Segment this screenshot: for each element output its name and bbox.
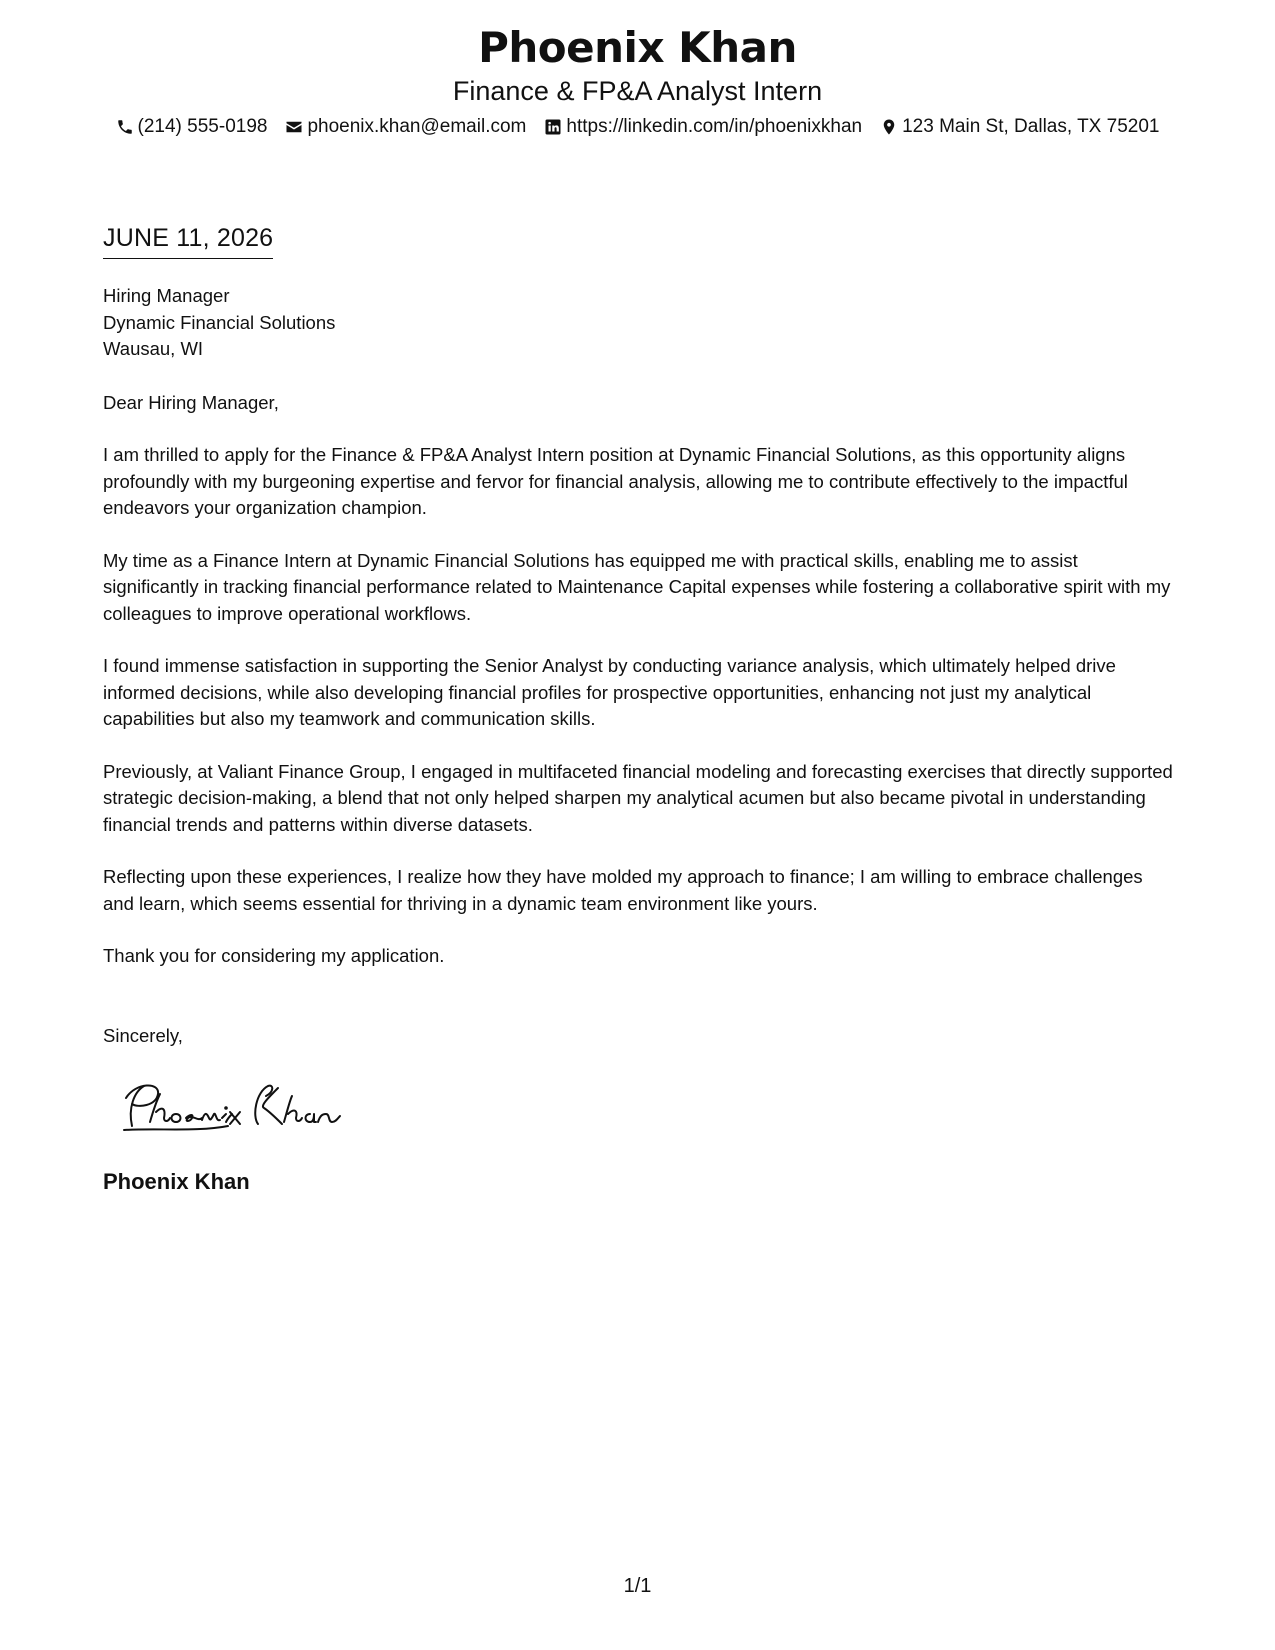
recipient-block (103, 283, 1178, 363)
contact-bar (0, 115, 1275, 139)
recipient-location: Wausau, WI (103, 338, 204, 359)
page-number: 1/1 (623, 1575, 652, 1597)
contact-linkedin[interactable] (544, 115, 862, 139)
letter-body (103, 283, 1178, 1049)
salutation: Dear Hiring Manager, (103, 391, 279, 413)
applicant-role: Finance & FP&A Analyst Intern (452, 76, 823, 106)
paragraph-intro: I am thrilled to apply for the Finance & FP&A Analyst Intern position at Dynamic Financial Solutions, as this opportunity aligns profoundly with my burgeoning expertise and fervor for financial analysis, allowing me to contribute effectively to the impactful endeavors your organization champion. (103, 444, 1128, 518)
letter-date: JUNE 11, 2026 (103, 222, 273, 259)
paragraph-thanks: Thank you for considering my application. (103, 945, 445, 966)
contact-email[interactable] (285, 115, 526, 139)
paragraph-reflection: Reflecting upon these experiences, I realize how they have molded my approach to finance; I am willing to embrace challenges and learn, which seems essential for thriving in a dynamic team environment like yours. (103, 866, 1143, 914)
recipient-title: Hiring Manager (103, 285, 230, 306)
contact-address-text: 123 Main St, Dallas, TX 75201 (902, 116, 1160, 137)
paragraph-analysis: I found immense satisfaction in supporting the Senior Analyst by conducting variance analysis, which ultimately helped drive informed decisions, while also developing financial profiles for prospective opportunities, enhancing not just my analytical capabilities but also my teamwork and communication skills. (103, 655, 1116, 729)
contact-phone-text: (214) 555-0198 (137, 116, 268, 137)
contact-email-text: phoenix.khan@email.com (307, 116, 527, 137)
applicant-name: Phoenix Khan (478, 23, 797, 72)
contact-phone[interactable] (116, 115, 268, 139)
envelope-icon (285, 118, 303, 136)
signature-drawing (118, 1078, 348, 1138)
paragraph-experience: My time as a Finance Intern at Dynamic Financial Solutions has equipped me with practical skills, enabling me to assist significantly in tracking financial performance related to Maintenance Capital expenses while fostering a collaborative spirit with my colleagues to improve operational workflows. (103, 549, 1171, 624)
recipient-company: Dynamic Financial Solutions (103, 311, 336, 333)
map-pin-icon (880, 118, 898, 136)
letter-header (0, 22, 1275, 139)
handwritten-signature (118, 1078, 348, 1138)
signer-name: Phoenix Khan (103, 1169, 250, 1194)
paragraph-previous-role: Previously, at Valiant Finance Group, I engaged in multifaceted financial modeling and forecasting exercises that directly supported strategic decision-making, a blend that not only helped sharpen my analytical acumen but also became pivotal in understanding financial trends and patterns within diverse datasets. (103, 760, 1173, 835)
letter-date-block (103, 222, 273, 259)
closing: Sincerely, (103, 1024, 183, 1046)
contact-address (880, 115, 1159, 139)
linkedin-icon (544, 118, 562, 136)
contact-linkedin-text: https://linkedin.com/in/phoenixkhan (566, 116, 863, 137)
phone-icon (116, 118, 134, 136)
